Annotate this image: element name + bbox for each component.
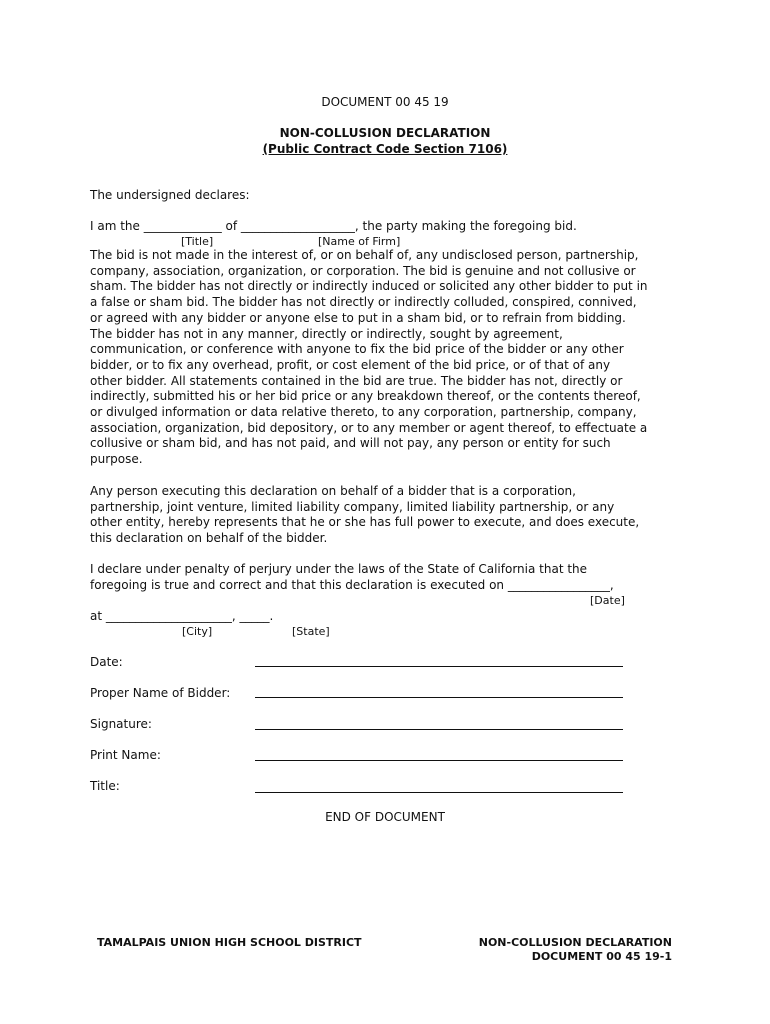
state-label: [State] xyxy=(292,625,330,638)
field-label-signature: Signature: xyxy=(90,717,152,731)
footer-district: TAMALPAIS UNION HIGH SCHOOL DISTRICT xyxy=(97,936,362,949)
print-name-line[interactable] xyxy=(255,760,623,761)
party-line: I am the _____________ of ___________________, the party making the foregoing bid. xyxy=(90,219,577,233)
document-title: NON-COLLUSION DECLARATION xyxy=(279,126,491,140)
signature-line[interactable] xyxy=(255,729,623,730)
footer-doc-number: DOCUMENT 00 45 19-1 xyxy=(531,950,672,963)
declaration-paragraph-3: I declare under penalty of perjury under the laws of the State of California that the foregoing is true and correct and that this declaration is executed on _________________, xyxy=(90,562,614,592)
date-line[interactable] xyxy=(255,666,623,667)
intro-text: The undersigned declares: xyxy=(90,188,250,202)
footer-doc-title: NON-COLLUSION DECLARATION xyxy=(478,936,672,949)
field-label-bidder-name: Proper Name of Bidder: xyxy=(90,686,231,700)
title-line[interactable] xyxy=(255,792,623,793)
end-of-document: END OF DOCUMENT xyxy=(325,810,445,824)
firm-label: [Name of Firm] xyxy=(318,235,401,248)
at-line: at _____________________, _____. xyxy=(90,609,274,623)
city-label: [City] xyxy=(182,625,213,638)
bidder-name-line[interactable] xyxy=(255,697,623,698)
document-number: DOCUMENT 00 45 19 xyxy=(321,95,449,109)
declaration-paragraph-1: The bid is not made in the interest of, or on behalf of, any undisclosed person, partnership, company, association, organization, or corporation. The bid is genuine and not collusive or sham. The bidder has not directly or indirectly induced or solicited any other bidder to put in a false or sham bid. The bidder has not directly or indirectly colluded, conspired, connived, or agreed with any bidder or anyone else to put in a sham bid, or to refrain from bidding. The bidder has not in any manner, directly or indirectly, sought by agreement, communication, or conference with anyone to fix the bid price of the bidder or any other bidder, or to fix any overhead, profit, or cost element of the bid price, or of that of any other bidder. All statements contained in the bid are true. The bidder has not, directly or indirectly, submitted his or her bid price or any breakdown thereof, or the contents thereof, or divulged information or data relative thereto, to any corporation, partnership, company, association, organization, bid depository, or to any member or agent thereof, to effectuate a collusive or sham bid, and has not paid, and will not pay, any person or entity for such purpose. xyxy=(90,248,648,467)
declaration-paragraph-2: Any person executing this declaration on behalf of a bidder that is a corporation, partnership, joint venture, limited liability company, limited liability partnership, or any other entity, hereby represents that he or she has full power to execute, and does execute, this declaration on behalf of the bidder. xyxy=(90,484,640,546)
title-label: [Title] xyxy=(181,235,214,248)
field-label-print-name: Print Name: xyxy=(90,748,161,762)
document-subtitle: (Public Contract Code Section 7106) xyxy=(262,142,508,156)
field-label-title: Title: xyxy=(90,779,120,793)
date-label: [Date] xyxy=(590,594,625,607)
field-label-date: Date: xyxy=(90,655,123,669)
